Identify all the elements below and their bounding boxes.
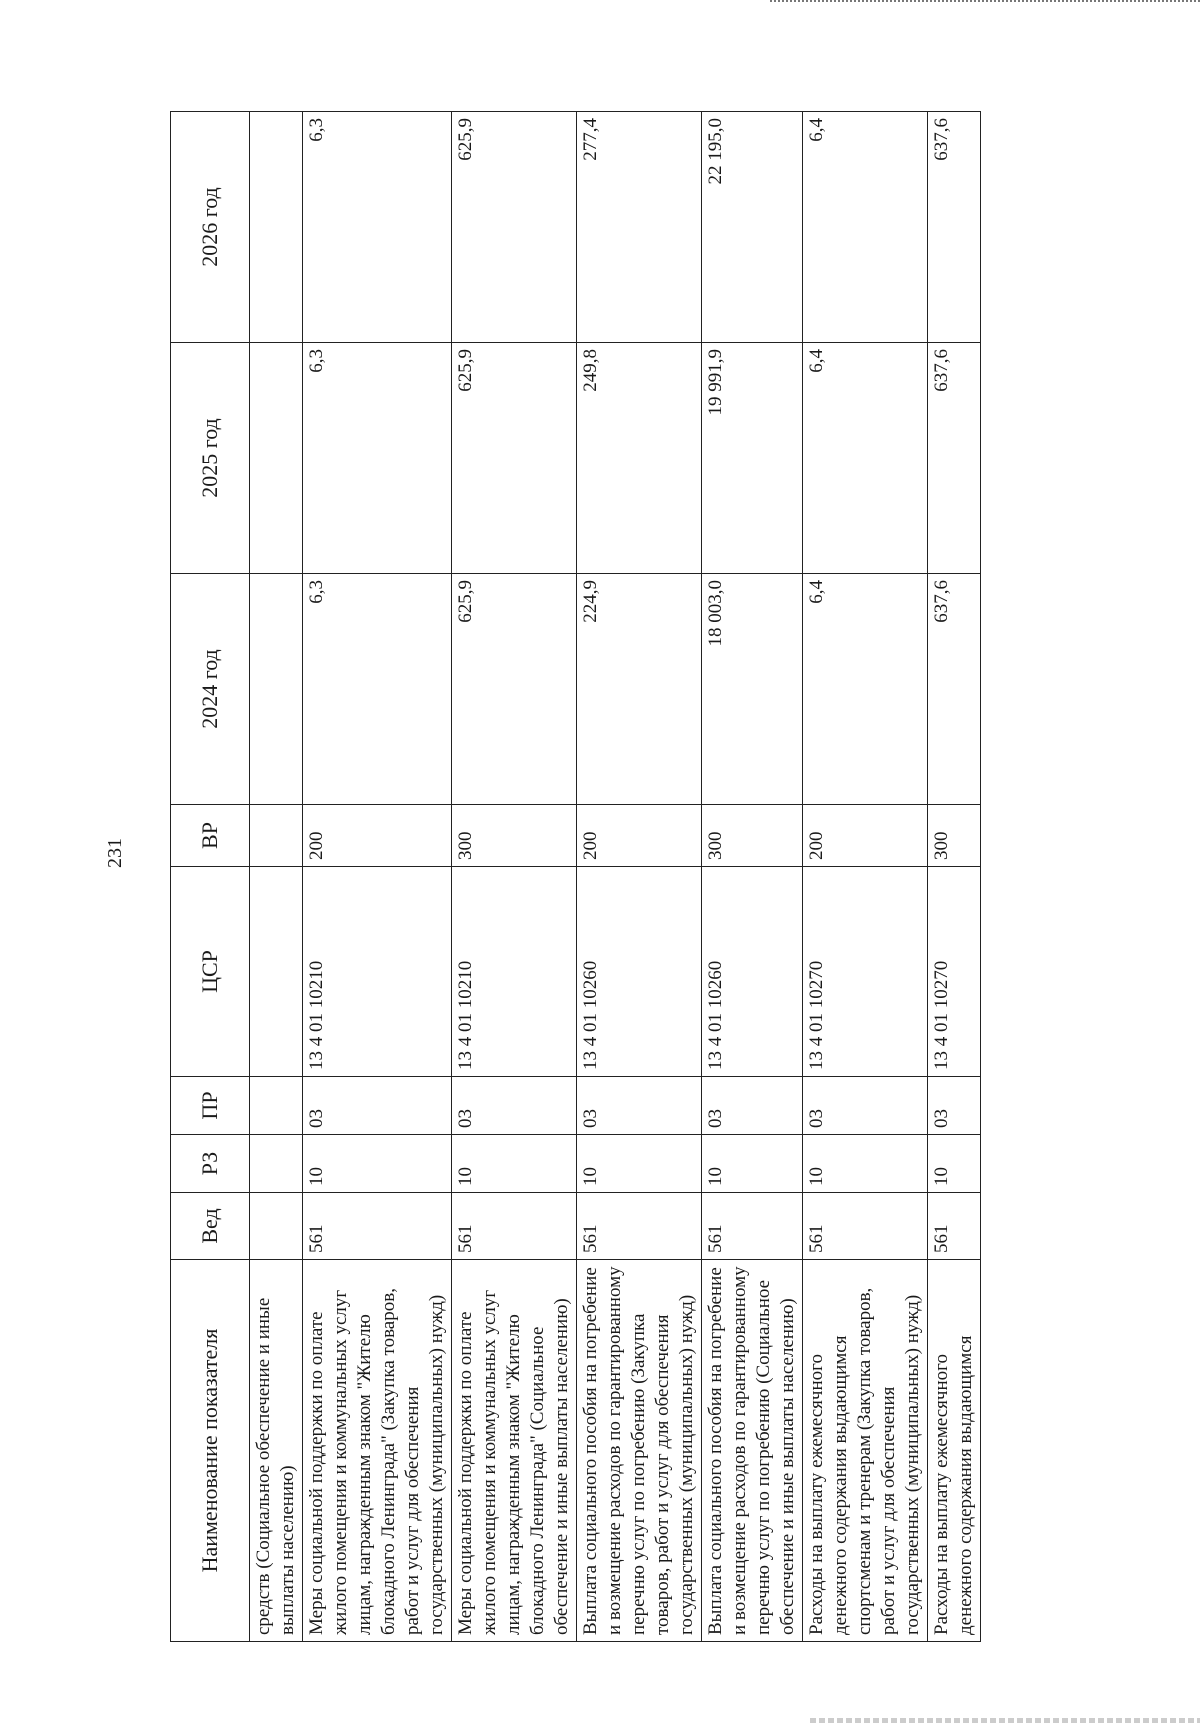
cell-pr: 03: [303, 1077, 452, 1135]
cell-2026: 22 195,0: [702, 112, 803, 343]
cell-vr: 300: [928, 805, 981, 867]
cell-2024: 18 003,0: [702, 574, 803, 805]
cell-csr: [250, 867, 303, 1077]
cell-2025: 6,4: [803, 343, 928, 574]
cell-2025: 625,9: [452, 343, 577, 574]
page-number: 231: [104, 838, 126, 868]
cell-pr: 03: [928, 1077, 981, 1135]
cell-ved: [250, 1193, 303, 1260]
cell-pr: 03: [452, 1077, 577, 1135]
cell-csr: 13 4 01 10210: [452, 867, 577, 1077]
top-edge-rule: [770, 0, 1200, 4]
cell-vr: 300: [452, 805, 577, 867]
cell-2026: [250, 112, 303, 343]
cell-2025: [250, 343, 303, 574]
header-vr: ВР: [171, 805, 250, 867]
cell-csr: 13 4 01 10270: [928, 867, 981, 1077]
cell-2026: 637,6: [928, 112, 981, 343]
table-row: [928, 112, 981, 1642]
cell-2024: 637,6: [928, 574, 981, 805]
header-rz: РЗ: [171, 1135, 250, 1193]
cell-vr: [250, 805, 303, 867]
cell-2026: 625,9: [452, 112, 577, 343]
header-ved: Вед: [171, 1193, 250, 1260]
cell-ved: 561: [452, 1193, 577, 1260]
cell-pr: [250, 1077, 303, 1135]
cell-vr: 300: [702, 805, 803, 867]
header-2026: 2026 год: [171, 112, 250, 343]
cell-2025: 637,6: [928, 343, 981, 574]
cell-rz: 10: [702, 1135, 803, 1193]
cell-ved: 561: [803, 1193, 928, 1260]
cell-name: Расходы на выплату ежемесячного денежного содержания выдающимся: [928, 1260, 981, 1642]
cell-2026: 277,4: [577, 112, 702, 343]
cell-2024: 224,9: [577, 574, 702, 805]
cell-name: Выплата социального пособия на погребение и возмещение расходов по гарантированному перечню услуг по погребению (Закупка товаров, работ и услуг для обеспечения государственных (муниципальных) нужд): [577, 1260, 702, 1642]
cell-ved: 561: [928, 1193, 981, 1260]
cell-name: Выплата социального пособия на погребение и возмещение расходов по гарантированному перечню услуг по погребению (Социальное обеспечение и иные выплаты населению): [702, 1260, 803, 1642]
cell-vr: 200: [803, 805, 928, 867]
cell-2026: 6,3: [303, 112, 452, 343]
rotated-table-sheet: [170, 112, 1130, 1642]
cell-name: Меры социальной поддержки по оплате жилого помещения и коммунальных услуг лицам, награжденным знаком "Жителю блокадного Ленинграда" (Социальное обеспечение и иные выплаты населению): [452, 1260, 577, 1642]
cell-name: Расходы на выплату ежемесячного денежного содержания выдающимся спортсменам и тренерам (Закупка товаров, работ и услуг для обеспечения государственных (муниципальных) нужд): [803, 1260, 928, 1642]
cell-pr: 03: [577, 1077, 702, 1135]
cell-2025: 249,8: [577, 343, 702, 574]
cell-rz: 10: [803, 1135, 928, 1193]
cell-ved: 561: [303, 1193, 452, 1260]
header-2024: 2024 год: [171, 574, 250, 805]
cell-vr: 200: [303, 805, 452, 867]
table-row: [803, 112, 928, 1642]
cell-pr: 03: [803, 1077, 928, 1135]
cell-2024: 625,9: [452, 574, 577, 805]
cell-rz: [250, 1135, 303, 1193]
cell-2024: 6,4: [803, 574, 928, 805]
cell-name: Меры социальной поддержки по оплате жилого помещения и коммунальных услуг лицам, награжденным знаком "Жителю блокадного Ленинграда" (Закупка товаров, работ и услуг для обеспечения государственных (муниципальных) нужд): [303, 1260, 452, 1642]
cell-vr: 200: [577, 805, 702, 867]
table-row: [303, 112, 452, 1642]
cell-csr: 13 4 01 10210: [303, 867, 452, 1077]
cell-2024: 6,3: [303, 574, 452, 805]
cell-csr: 13 4 01 10260: [702, 867, 803, 1077]
budget-table: [170, 111, 981, 1642]
cell-csr: 13 4 01 10270: [803, 867, 928, 1077]
header-csr: ЦСР: [171, 867, 250, 1077]
cell-pr: 03: [702, 1077, 803, 1135]
header-2025: 2025 год: [171, 343, 250, 574]
table-row: [702, 112, 803, 1642]
cell-ved: 561: [702, 1193, 803, 1260]
cell-2024: [250, 574, 303, 805]
header-pr: ПР: [171, 1077, 250, 1135]
cell-rz: 10: [577, 1135, 702, 1193]
scan-edge-bar: [810, 1718, 1200, 1723]
cell-rz: 10: [452, 1135, 577, 1193]
cell-rz: 10: [928, 1135, 981, 1193]
cell-ved: 561: [577, 1193, 702, 1260]
table-header-row: [171, 112, 250, 1642]
cell-rz: 10: [303, 1135, 452, 1193]
table-row: [577, 112, 702, 1642]
cell-2025: 6,3: [303, 343, 452, 574]
cell-2025: 19 991,9: [702, 343, 803, 574]
cell-name: средств (Социальное обеспечение и иные выплаты населению): [250, 1260, 303, 1642]
cell-csr: 13 4 01 10260: [577, 867, 702, 1077]
table-row: [250, 112, 303, 1642]
cell-2026: 6,4: [803, 112, 928, 343]
table-row: [452, 112, 577, 1642]
header-name: Наименование показателя: [171, 1260, 250, 1642]
